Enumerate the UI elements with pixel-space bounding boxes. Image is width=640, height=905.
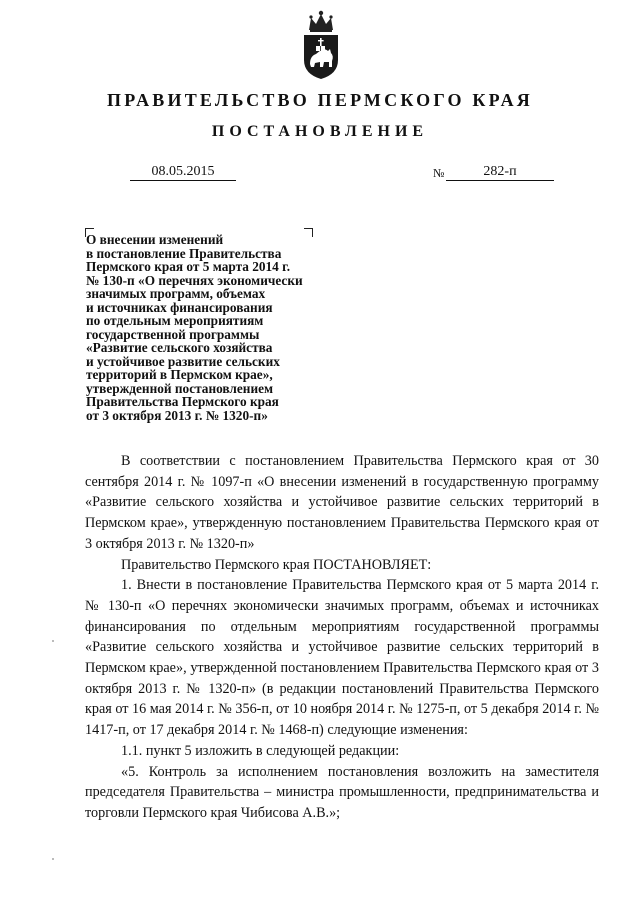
document-date: 08.05.2015 [130, 164, 236, 181]
preamble-paragraph: В соответствии с постановлением Правительства Пермского края от 30 сентября 2014 г. № 1097-п «О внесении изменений в государственную программу «Развитие сельского хозяйства и устойчивое развитие сельских территорий в Пермском крае», утвержденную постановлением Правительства Пермского края от 3 октября 2013 г. № 1320-п» [85, 453, 599, 552]
document-type-heading: ПОСТАНОВЛЕНИЕ [211, 123, 429, 140]
subject-line: О внесении изменений [86, 232, 224, 247]
subject-line: и устойчивое развитие сельских [86, 353, 280, 369]
subject-line: территорий в Пермском крае», [86, 367, 273, 382]
resolves-paragraph: Правительство Пермского края ПОСТАНОВЛЯЕТ: [121, 556, 432, 573]
subject-line: Правительства Пермского края [86, 394, 279, 409]
subject-line: от 3 октября 2013 г. № 1320-п» [86, 407, 268, 423]
scan-mark [52, 858, 54, 860]
number-sign: № [433, 166, 445, 180]
document-number: 282-п [446, 164, 554, 181]
government-heading: ПРАВИТЕЛЬСТВО ПЕРМСКОГО КРАЯ [107, 90, 533, 110]
scan-mark [52, 640, 54, 642]
clause-1-1-paragraph: 1.1. пункт 5 изложить в следующей редакции: [121, 742, 400, 759]
subject-line: значимых программ, объемах [86, 286, 266, 301]
subject-line: в постановление Правительства [86, 245, 282, 261]
document-body [85, 451, 599, 824]
subject-line: «Развитие сельского хозяйства [86, 340, 273, 355]
subject-line: Пермского края от 5 марта 2014 г. [86, 259, 291, 274]
subject-line: утвержденной постановлением [86, 380, 274, 396]
subject-line: государственной программы [86, 326, 260, 342]
document-subject [86, 233, 326, 422]
subject-line: № 130-п «О перечнях экономически [86, 272, 303, 288]
clause-1-paragraph: 1. Внести в постановление Правительства Пермского края от 5 марта 2014 г. № 130-п «О перечнях экономически значимых программ, объемах и источниках финансирования по отдельным мероприятиям государственной программы «Развитие сельского хозяйства и устойчивое развитие сельских территорий в Пермском крае», утвержденной постановлением Правительства Пермского края от 3 октября 2013 г. № 1320-п» (в редакции постановлений Правительства Пермского края от 16 мая 2014 г. № 356-п, от 10 ноября 2014 г. № 1275-п, от 5 декабря 2014 г. № 1417-п, от 17 декабря 2014 г. № 1468-п) следующие изменения: [85, 577, 599, 739]
coat-of-arms-emblem [301, 8, 341, 80]
subject-line: и источниках финансирования [86, 299, 273, 315]
subject-line: по отдельным мероприятиям [86, 313, 264, 328]
clause-5-paragraph: «5. Контроль за исполнением постановления возложить на заместителя председателя Правительства – министра промышленности, предпринимательства и торговли Пермского края Чибисова А.В.»; [85, 763, 599, 821]
